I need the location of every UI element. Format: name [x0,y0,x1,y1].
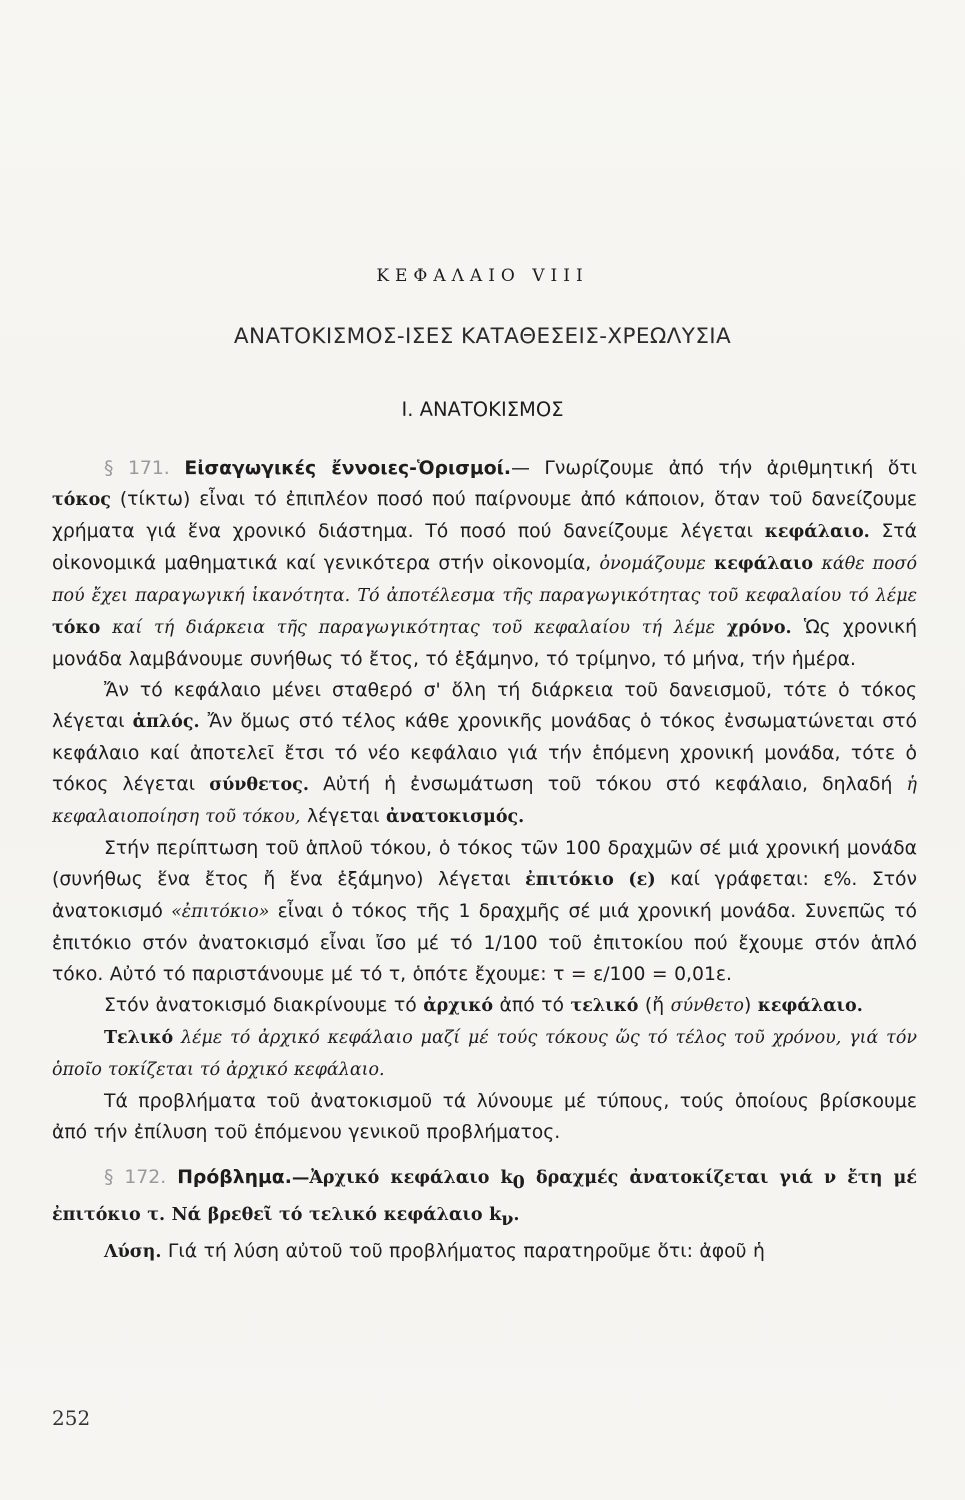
bold-term: . [513,1204,520,1225]
paragraph-final-capital [52,1022,917,1086]
bold-term: κεφάλαιο. [757,996,863,1016]
text-run: ) [743,995,758,1016]
subscript: ν [501,1209,514,1230]
chapter-title: ΑΝΑΤΟΚΙΣΜΟΣ-ΙΣΕΣ ΚΑΤΑΘΕΣΕΙΣ-ΧΡΕΩΛΥΣΙΑ [233,324,732,349]
text-run: — Γνωρίζουμε ἀπό τήν ἀριθμητική ὅτι [511,458,917,479]
text-run: Ὡς χρονική μονάδα λαμβάνουμε συνήθως τό ἔτος, τό ἑξάμηνο, τό τρίμηνο, τό μήνα, τήν ἡμέρα. [52,617,917,670]
text-run: Στά οἰκονομικά μαθηματικά καί γενικότερα στήν οἰκονομία, [52,521,917,574]
bold-term: ἁπλός. [132,712,200,732]
body-text [52,453,917,1268]
chapter-label: ΚΕΦΑΛΑΙΟ VIII [376,266,589,286]
text-run: Ἄν ὅμως στό τέλος κάθε χρονικῆς μονάδας ὁ τόκος ἐνσωματώνεται στό κεφάλαιο καί ἀποτελεῖ ἔτσι τό νέο κεφάλαιο γιά τήν ἑπόμενη χρονική μονάδα, τότε ὁ τόκος λέγεται [52,711,918,795]
bold-term: ἐπιτόκιο (ε) [525,870,656,890]
italic-run: σύνθετο [670,996,744,1016]
paragraph-interest-rate [52,833,917,990]
italic-run: ἡ κεφαλαιοποίηση τοῦ τόκου, [52,775,917,827]
text-run: Τά προβλήματα τοῦ ἀνατοκισμοῦ τά λύνουμε μέ τύπους, τούς ὁποίους βρίσκουμε ἀπό τήν ἐπίλυση τοῦ ἑπόμενου γενικοῦ προβλήματος. [52,1091,917,1143]
text-run: λέγεται [300,806,386,827]
bold-term: χρόνο. [726,618,792,638]
section-number: § 172. [104,1167,167,1188]
paragraph-capital-types [52,990,917,1022]
bold-term: δραχμές ἀνατοκίζεται γιά ν ἔτη μέ ἐπιτόκιο τ. Νά βρεθεῖ τό τελικό κεφάλαιο k [52,1168,917,1225]
page-number: 252 [52,1406,91,1430]
paragraph-heading: Εἰσαγωγικές ἔννοιες-Ὁρισμοί. [184,458,512,479]
text-run: καί γράφεται: ε%. Στόν ἀνατοκισμό [52,869,917,922]
bold-term: ἀρχικό [423,996,494,1016]
paragraph-simple-compound [52,675,917,833]
section-number: § 171. [104,458,170,479]
italic-run: ὀνομάζουμε [599,554,706,574]
bold-term: σύνθετος. [209,775,309,795]
text-run: Ἄν τό κεφάλαιο μένει σταθερό σ' ὅλη τή διάρκεια τοῦ δανεισμοῦ, τότε ὁ τόκος λέγεται [52,680,917,732]
italic-run: κάθε ποσό πού ἔχει παραγωγική ἱκανότητα. Τό ἀποτέλεσμα τῆς παραγωγικότητας τοῦ κεφαλαίου τό λέμε [52,554,918,606]
section-title: Ι. ΑΝΑΤΟΚΙΣΜΟΣ [401,398,564,421]
italic-run: καί τή διάρκεια τῆς παραγωγικότητας τοῦ κεφαλαίου τή λέμε [100,618,727,638]
paragraph-172 [52,1162,917,1236]
bold-term: τόκο [52,618,101,638]
text-run: ἀπό τό [493,995,571,1016]
text-run: Στόν ἀνατοκισμό διακρίνουμε τό [104,995,424,1016]
paragraph-solution [52,1236,917,1268]
italic-run: λέμε τό ἀρχικό κεφάλαιο μαζί μέ τούς τόκους ὥς τό τέλος τοῦ χρόνου, γιά τόν ὁποῖο τοκίζεται τό ἀρχικό κεφάλαιο. [52,1028,917,1080]
bold-term: —Ἀρχικό κεφάλαιο k [291,1168,513,1188]
bold-term: τόκος [52,490,111,510]
bold-term: κεφάλαιο. [764,522,870,542]
text-run: εἶναι ὁ τόκος τῆς 1 δραχμῆς σέ μιά χρονική μονάδα. Συνεπῶς τό ἐπιτόκιο στόν ἀνατοκισμό εἶναι ἴσο μέ τό 1/100 τοῦ ἐπιτοκίου πού ἔχουμε στόν ἁπλό τόκο. Αὐτό τό παριστάνουμε μέ τό τ, ὁπότε ἔχουμε: τ = ε/100 = 0,01ε. [52,901,917,985]
bold-term: Τελικό [104,1028,174,1048]
italic-run: «ἐπιτόκιο» [171,902,270,922]
text-run: Γιά τή λύση αὐτοῦ τοῦ προβλήματος παρατηροῦμε ὅτι: ἀφοῦ ἡ [161,1240,765,1262]
paragraph-heading: Πρόβλημα. [177,1167,292,1188]
text-run: (ἤ [638,995,671,1016]
text-run: Στήν περίπτωση τοῦ ἁπλοῦ τόκου, ὁ τόκος τῶν 100 δραχμῶν σέ μιά χρονική μονάδα (συνήθως ἕνα ἔτος ἤ ἕνα ἑξάμηνο) λέγεται [52,838,917,890]
bold-term: κεφάλαιο [705,554,822,574]
bold-term: Λύση. [104,1241,162,1262]
bold-term: τελικό [570,996,639,1016]
paragraph-problems [52,1086,917,1148]
subscript: 0 [512,1172,525,1193]
text-run: Αὐτή ἡ ἐνσωμάτωση τοῦ τόκου στό κεφάλαιο, δηλαδή [308,774,907,795]
text-run: (τίκτω) εἶναι τό ἐπιπλέον ποσό πού παίρνουμε ἀπό κάποιον, ὅταν τοῦ δανείζουμε χρήματα γιά ἕνα χρονικό διάστημα. Τό ποσό πού δανείζουμε λέγεται [52,489,917,542]
bold-term: ἀνατοκισμός. [386,807,525,827]
paragraph-171 [52,453,917,675]
